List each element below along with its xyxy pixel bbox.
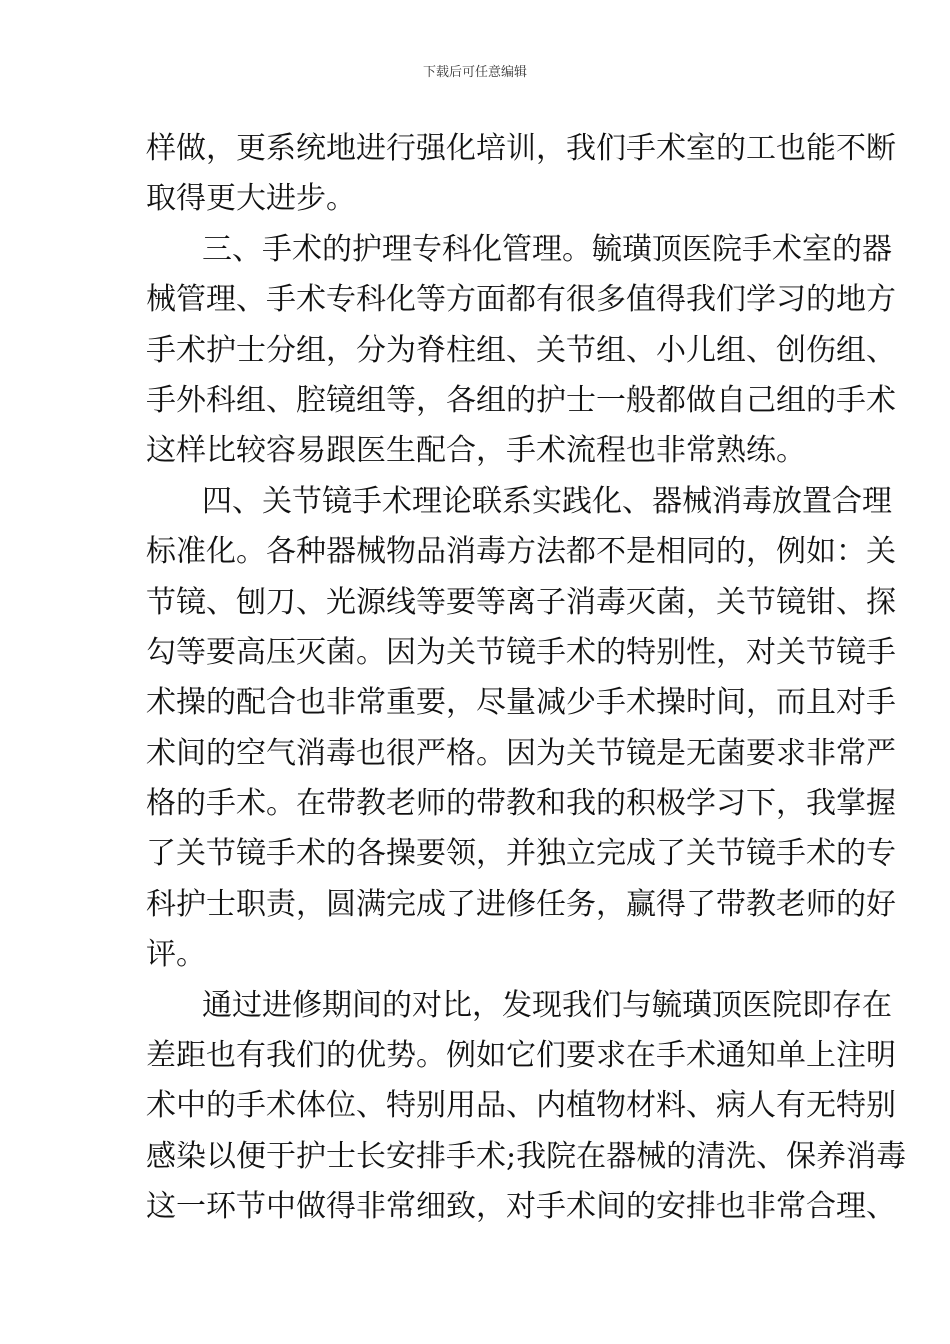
text-line: 这样比较容易跟医生配合，手术流程也非常熟练。 [146, 433, 806, 469]
text-line: 标准化。各种器械物品消毒方法都不是相同的，例如：关 [146, 534, 896, 570]
text-line: 这一环节中做得非常细致，对手术间的安排也非常合理、 [146, 1189, 896, 1225]
text-line: 节镜、刨刀、光源线等要等离子消毒灭菌，关节镜钳、探 [146, 584, 896, 620]
text-line: 评。 [146, 937, 206, 973]
text-line: 术操的配合也非常重要，尽量减少手术操时间，而且对手 [146, 685, 896, 721]
text-line: 了关节镜手术的各操要领，并独立完成了关节镜手术的专 [146, 836, 896, 872]
paragraph-first-line: 通过进修期间的对比，发现我们与毓璜顶医院即存在 [202, 987, 892, 1023]
text-line: 科护士职责，圆满完成了进修任务，赢得了带教老师的好 [146, 886, 896, 922]
text-line: 样做，更系统地进行强化培训，我们手术室的工也能不断 [146, 131, 896, 166]
text-line: 取得更大进步。 [146, 181, 356, 217]
text-line: 术间的空气消毒也很严格。因为关节镜是无菌要求非常严 [146, 735, 896, 771]
text-line: 勾等要高压灭菌。因为关节镜手术的特别性，对关节镜手 [146, 634, 896, 670]
document-body [146, 124, 907, 1233]
paragraph-first-line: 四、关节镜手术理论联系实践化、器械消毒放置合理 [202, 483, 892, 519]
text-line: 格的手术。在带教老师的带教和我的积极学习下，我掌握 [146, 786, 896, 822]
text-line: 感染以便于护士长安排手术;我院在器械的清洗、保养消毒 [146, 1138, 907, 1174]
page-header: 下载后可任意编辑 [422, 65, 527, 80]
text-line: 术中的手术体位、特别用品、内植物材料、病人有无特别 [146, 1088, 896, 1124]
paragraph-first-line: 三、手术的护理专科化管理。毓璜顶医院手术室的器 [202, 231, 892, 267]
text-line: 差距也有我们的优势。例如它们要求在手术通知单上注明 [146, 1038, 896, 1074]
text-line: 手术护士分组，分为脊柱组、关节组、小儿组、创伤组、 [146, 332, 896, 368]
text-line: 手外科组、腔镜组等，各组的护士一般都做自己组的手术 [146, 382, 896, 418]
text-line: 械管理、手术专科化等方面都有很多值得我们学习的地方 [146, 282, 896, 318]
